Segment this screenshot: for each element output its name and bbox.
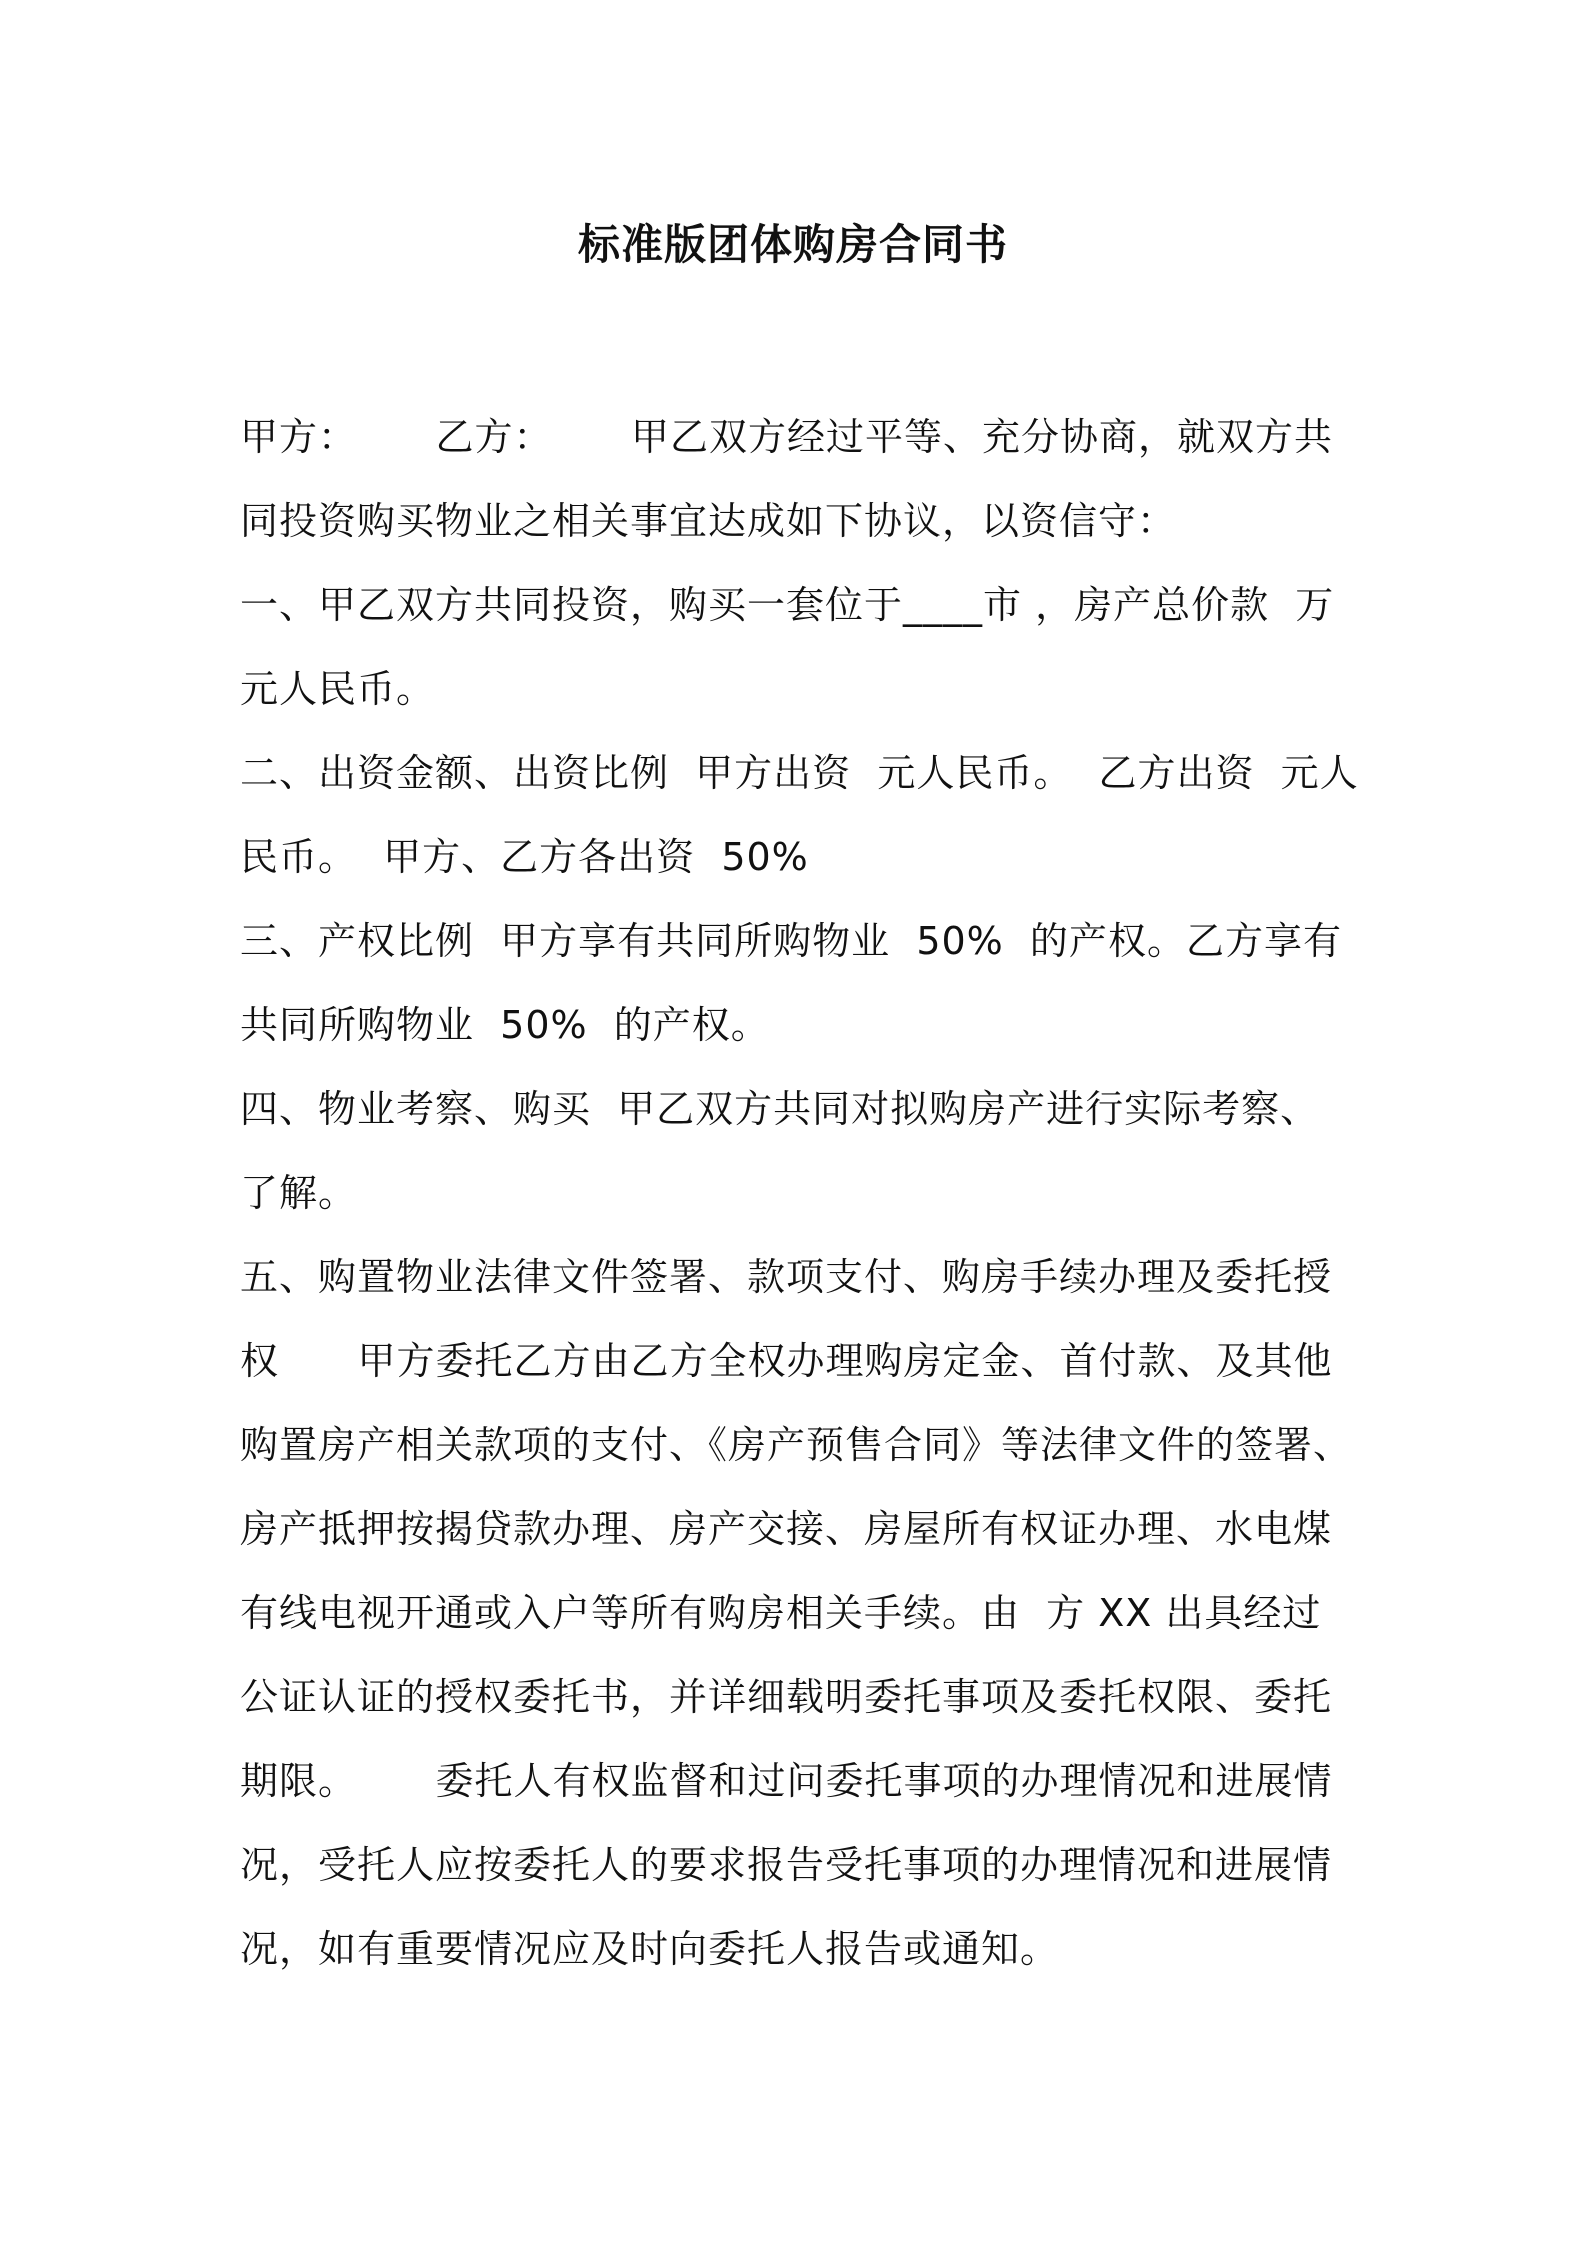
text-line: 二、出资金额、出资比例 甲方出资 元人民币。 乙方出资 元人 — [240, 751, 1359, 795]
text-line: 同投资购买物业之相关事宜达成如下协议，以资信守： — [240, 499, 1177, 543]
text-line: 购置房产相关款项的支付、《房产预售合同》等法律文件的签署、 — [240, 1423, 1353, 1467]
text-line: 甲方： 乙方： 甲乙双方经过平等、充分协商，就双方共 — [240, 415, 1333, 459]
text-line: 民币。 甲方、乙方各出资 50% — [240, 835, 809, 879]
text-line: 元人民币。 — [240, 667, 436, 711]
text-line: 有线电视开通或入户等所有购房相关手续。由 方 XX 出具经过 — [240, 1591, 1322, 1635]
text-line: 况，如有重要情况应及时向委托人报告或通知。 — [240, 1927, 1060, 1971]
text-line: 房产抵押按揭贷款办理、房产交接、房屋所有权证办理、水电煤 — [240, 1507, 1333, 1551]
text-line: 五、购置物业法律文件签署、款项支付、购房手续办理及委托授 — [240, 1255, 1333, 1299]
document-title: 标准版团体购房合同书 — [577, 220, 1008, 269]
text-line: 况，受托人应按委托人的要求报告受托事项的办理情况和进展情 — [240, 1843, 1333, 1887]
text-line: 共同所购物业 50% 的产权。 — [240, 1003, 770, 1047]
text-line: 三、产权比例 甲方享有共同所购物业 50% 的产权。乙方享有 — [240, 919, 1342, 963]
text-line: 权 甲方委托乙方由乙方全权办理购房定金、首付款、及其他 — [240, 1339, 1333, 1383]
text-line: 公证认证的授权委托书，并详细载明委托事项及委托权限、委托 — [240, 1675, 1333, 1719]
text-line: 期限。 委托人有权监督和过问委托事项的办理情况和进展情 — [240, 1759, 1333, 1803]
text-line: 四、物业考察、购买 甲乙双方共同对拟购房产进行实际考察、 — [240, 1087, 1320, 1131]
text-line: 了解。 — [240, 1171, 358, 1215]
text-line: 一、甲乙双方共同投资，购买一套位于____市 ，房产总价款 万 — [240, 583, 1335, 627]
